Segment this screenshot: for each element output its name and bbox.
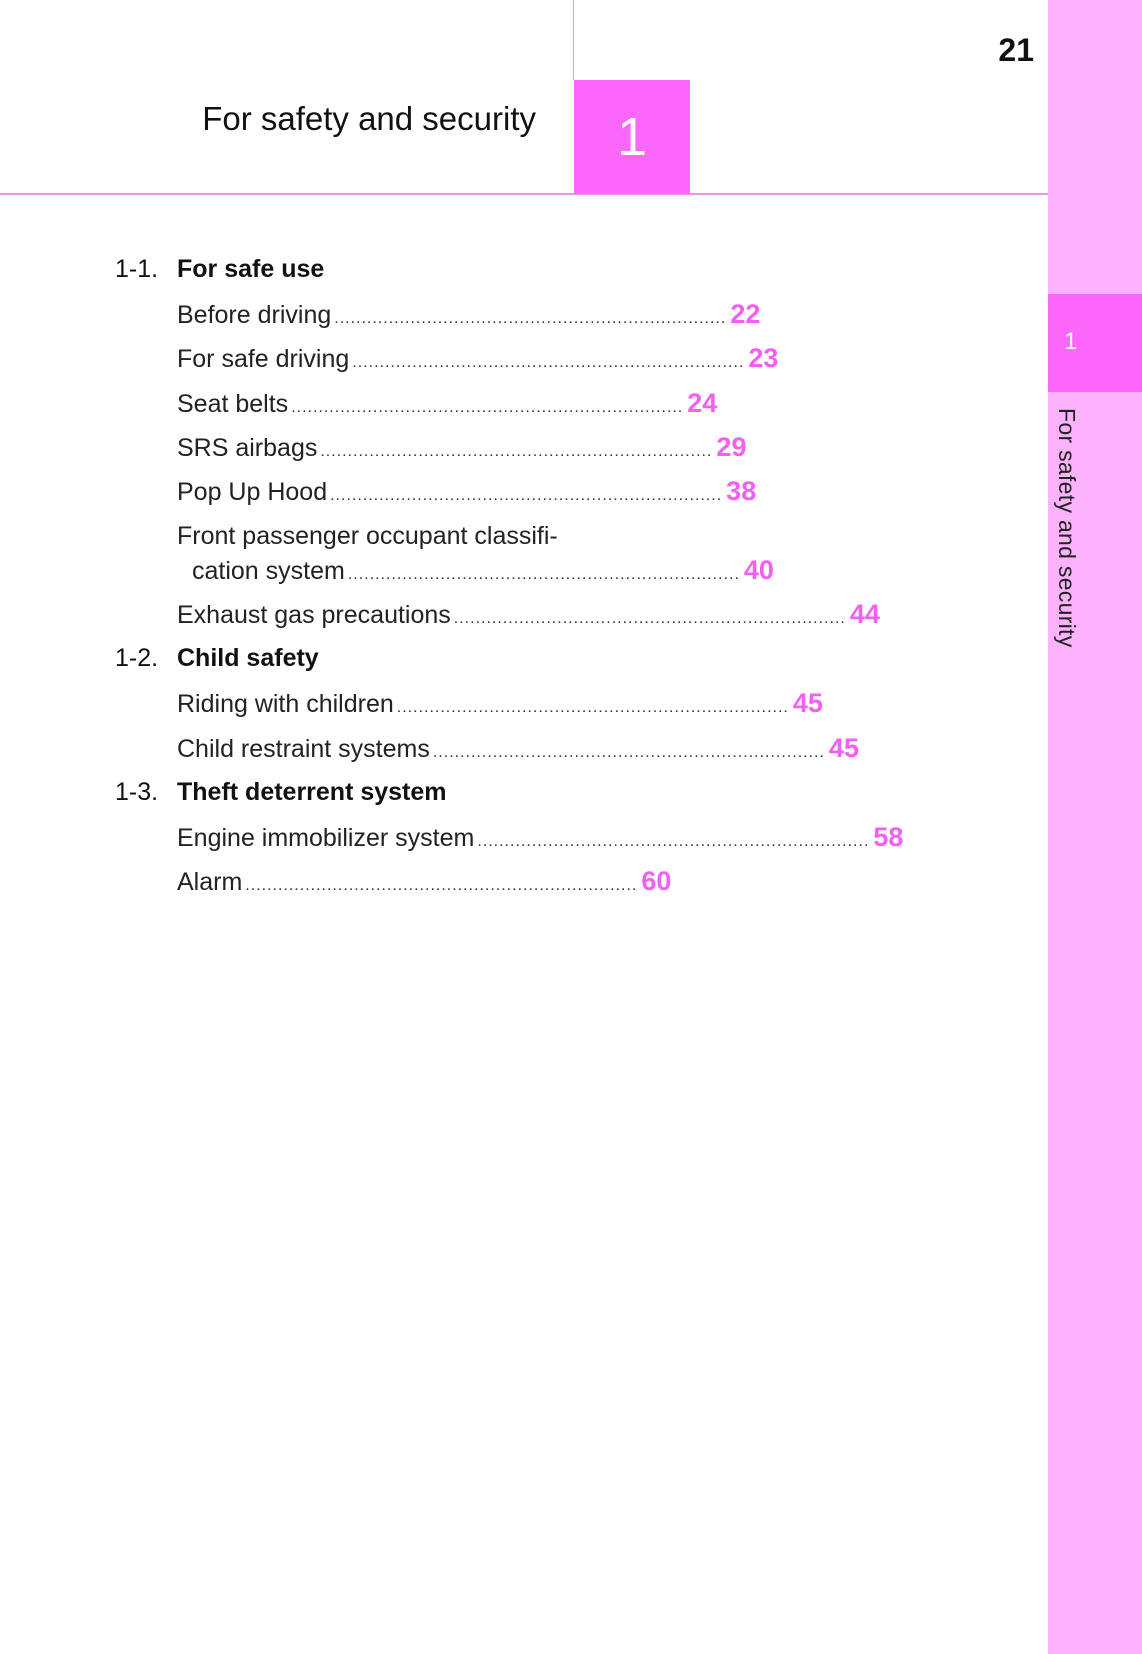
leader-dots: ........................................................................: [396, 699, 789, 716]
section-title: Child safety: [177, 644, 319, 672]
entry-label: Before driving: [177, 301, 332, 329]
entry-page-link[interactable]: 29: [716, 432, 747, 462]
entry-page-link[interactable]: 40: [743, 555, 774, 585]
side-tab-chapter-1[interactable]: [1048, 294, 1142, 392]
leader-dots: ........................................................................: [352, 354, 745, 371]
entry-label: cation system: [192, 557, 345, 585]
entry-page-link[interactable]: 45: [828, 733, 859, 763]
section-title: Theft deterrent system: [177, 778, 447, 806]
entry-page-link[interactable]: 38: [726, 476, 757, 506]
table-of-contents: [0, 0, 904, 940]
entry-label: Riding with children: [177, 690, 394, 718]
toc-entry-srs-airbags[interactable]: [177, 432, 747, 463]
toc-entry-engine-immobilizer[interactable]: [177, 822, 904, 853]
side-strip: [1048, 0, 1142, 1654]
entry-page-link[interactable]: 24: [687, 388, 718, 418]
leader-dots: ........................................................................: [245, 877, 638, 894]
side-tab-number: 1: [1064, 328, 1078, 355]
entry-label: Child restraint systems: [177, 735, 430, 763]
entry-label: Seat belts: [177, 390, 289, 418]
toc-section-1-1: [115, 255, 324, 284]
leader-dots: ........................................................................: [334, 310, 727, 327]
toc-entry-before-driving[interactable]: [177, 299, 761, 330]
leader-dots: ........................................................................: [347, 566, 740, 583]
toc-entry-pop-up-hood[interactable]: [177, 476, 757, 507]
entry-page-link[interactable]: 58: [873, 822, 904, 852]
leader-dots: ........................................................................: [432, 744, 825, 761]
leader-dots: ........................................................................: [453, 610, 846, 627]
leader-dots: ........................................................................: [330, 487, 723, 504]
toc-entry-occupant-classification[interactable]: [192, 555, 774, 586]
entry-label: Exhaust gas precautions: [177, 601, 451, 629]
toc-entry-child-restraint[interactable]: [177, 733, 859, 764]
entry-page-link[interactable]: 45: [792, 688, 823, 718]
toc-entry-for-safe-driving[interactable]: [177, 343, 779, 374]
section-title: For safe use: [177, 255, 325, 283]
leader-dots: ........................................................................: [477, 833, 870, 850]
chapter-number: 1: [616, 107, 648, 167]
toc-section-1-2: [115, 644, 319, 673]
entry-page-link[interactable]: 23: [748, 343, 779, 373]
toc-entry-seat-belts[interactable]: [177, 388, 718, 419]
toc-entry-alarm[interactable]: [177, 866, 672, 897]
section-number: 1-1.: [115, 255, 159, 283]
entry-label: For safe driving: [177, 345, 350, 373]
side-tab-label: For safety and security: [1054, 408, 1080, 648]
chapter-title: For safety and security: [202, 100, 536, 137]
page-number: 21: [998, 32, 1034, 68]
entry-page-link[interactable]: 44: [849, 599, 880, 629]
entry-page-link[interactable]: 22: [730, 299, 761, 329]
toc-section-1-3: [115, 778, 447, 807]
entry-label: Alarm: [177, 868, 243, 896]
toc-entry-riding-with-children[interactable]: [177, 688, 823, 719]
leader-dots: ........................................................................: [291, 399, 684, 416]
entry-page-link[interactable]: 60: [641, 866, 672, 896]
section-number: 1-3.: [115, 778, 159, 806]
section-number: 1-2.: [115, 644, 159, 672]
entry-label: SRS airbags: [177, 434, 318, 462]
entry-label: Pop Up Hood: [177, 478, 328, 506]
entry-label: Engine immobilizer system: [177, 824, 475, 852]
leader-dots: ........................................................................: [320, 443, 713, 460]
toc-entry-exhaust-gas[interactable]: [177, 599, 880, 630]
toc-entry-occupant-classification-line1[interactable]: Front passenger occupant classifi-: [177, 522, 558, 550]
